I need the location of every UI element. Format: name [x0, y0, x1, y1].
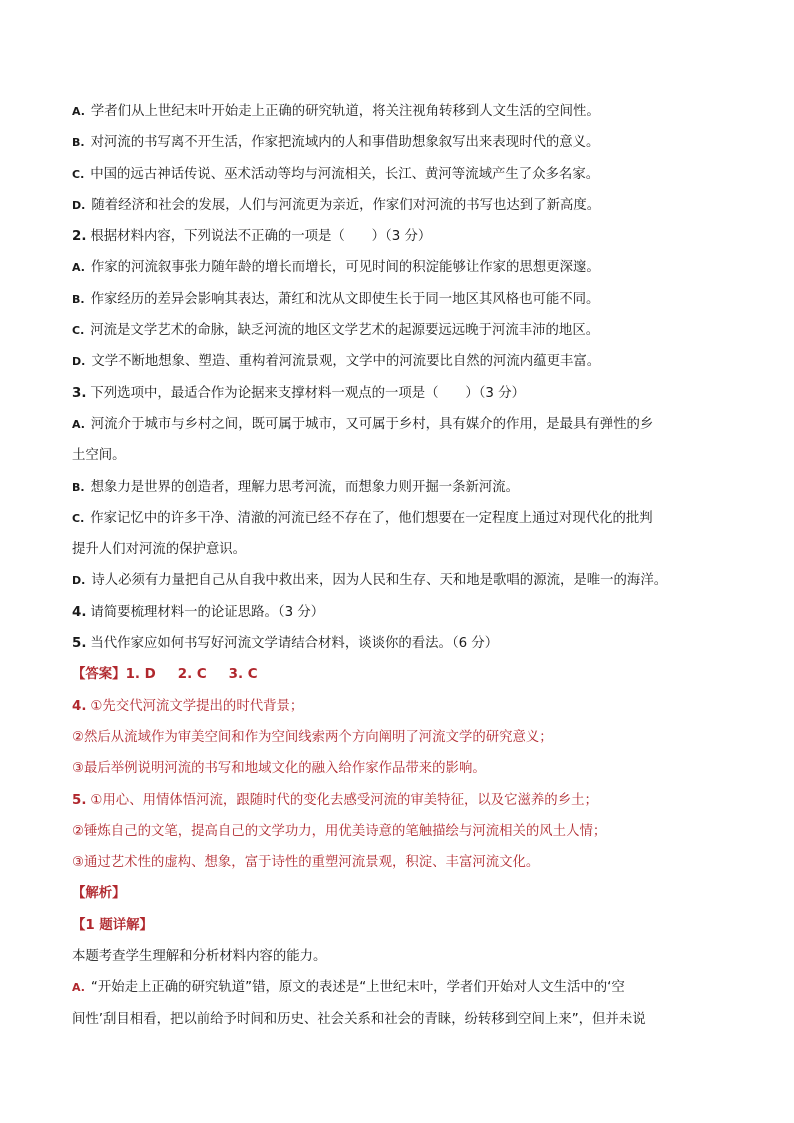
option-letter: B.	[72, 480, 85, 494]
analysis-text: 间性’刮目相看，把以前给予时间和历史、社会关系和社会的青睐，纷转移到空间上来”，但并未说	[72, 1011, 646, 1027]
option-text: 想象力是世界的创造者，理解力思考河流，而想象力则开掘一条新河流。	[90, 479, 520, 495]
q2-option-d	[72, 346, 682, 377]
q3-option-c	[72, 503, 682, 534]
answer-q5-line-1	[72, 785, 682, 816]
question-text: 当代作家应如何书写好河流文学请结合材料，谈谈你的看法。（6 分）	[90, 636, 499, 652]
answer-text: ③通过艺术性的虚构、想象，富于诗性的重塑河流景观，积淀、丰富河流文化。	[72, 855, 540, 871]
answer-text: ①用心、用情体悟河流，跟随时代的变化去感受河流的审美特征，以及它滋养的乡土；	[90, 792, 598, 808]
question-text: 请简要梳理材料一的论证思路。（3 分）	[90, 604, 325, 620]
option-letter: C.	[72, 324, 85, 338]
question-number: 3.	[72, 385, 87, 401]
analysis-label: 【解析】	[72, 886, 126, 902]
answer-item: 1. D	[125, 667, 156, 683]
option-text: 作家记忆中的许多干净、清澈的河流已经不存在了，他们想要在一定程度上通过对现代化的批判	[90, 510, 653, 526]
answer-q5-line-2	[72, 816, 682, 847]
answer-item: 2. C	[177, 667, 207, 683]
question-number: 5.	[72, 636, 87, 652]
q2-option-a	[72, 252, 682, 283]
option-text: 学者们从上世纪末叶开始走上正确的研究轨道，将关注视角转移到人文生活的空间性。	[90, 104, 600, 119]
answer-line	[72, 659, 682, 690]
q1-option-d	[72, 190, 682, 221]
answer-text: ②锤炼自己的文笔，提高自己的文学功力，用优美诗意的笔触描绘与河流相关的风土人情；	[72, 823, 607, 839]
answer-number: 5.	[72, 792, 87, 808]
q3-option-a-cont	[72, 440, 682, 471]
analysis-intro: 本题考查学生理解和分析材料内容的能力。	[72, 949, 327, 965]
option-letter: B.	[72, 136, 85, 150]
answer-q4-line-2	[72, 722, 682, 753]
analysis-a-line-2	[72, 1004, 682, 1035]
option-letter: C.	[72, 511, 85, 525]
option-text: 诗人必须有力量把自己从自我中救出来，因为人民和生存、天和地是歌唱的源流，是唯一的海洋。	[91, 573, 668, 589]
answer-q5-line-3	[72, 847, 682, 878]
option-text: 作家的河流叙事张力随年龄的增长而增长，可见时间的积淀能够让作家的思想更深邃。	[90, 260, 600, 276]
q2-stem	[72, 221, 682, 252]
option-letter: D.	[72, 198, 86, 212]
q3-option-c-cont	[72, 534, 682, 565]
q3-stem	[72, 378, 682, 409]
option-text: 作家经历的差异会影响其表达，萧红和沈从文即使生长于同一地区其风格也可能不同。	[90, 291, 600, 307]
answer-number: 4.	[72, 698, 87, 714]
q2-option-c	[72, 315, 682, 346]
analysis-a-line-1	[72, 972, 682, 1003]
analysis-detail-label: 【1 题详解】	[72, 917, 153, 933]
answer-text: ②然后从流域作为审美空间和作为空间线索两个方向阐明了河流文学的研究意义；	[72, 729, 553, 745]
option-letter: A.	[72, 261, 85, 275]
q2-option-b	[72, 284, 682, 315]
q4-stem	[72, 597, 682, 628]
question-text: 根据材料内容，下列说法不正确的一项是（ ）（3 分）	[90, 229, 432, 245]
option-text: 河流介于城市与乡村之间，既可属于城市，又可属于乡村，具有媒介的作用，是最具有弹性的乡	[90, 416, 654, 432]
answer-text: ③最后举例说明河流的书写和地域文化的融入给作家作品带来的影响。	[72, 761, 486, 777]
answer-label: 【答案】	[72, 667, 126, 683]
option-text: 中国的远古神话传说、巫术活动等均与河流相关，长江、黄河等流域产生了众多名家。	[90, 166, 600, 182]
option-letter: D.	[72, 355, 86, 369]
q3-option-d	[72, 565, 682, 596]
q1-option-a	[72, 96, 682, 127]
answer-q4-line-1	[72, 691, 682, 722]
option-letter: D.	[72, 574, 86, 588]
option-letter: A.	[72, 417, 85, 431]
q1-option-c	[72, 159, 682, 190]
option-letter: A.	[72, 981, 85, 995]
answer-text: ①先交代河流文学提出的时代背景；	[90, 698, 304, 714]
answer-item: 3. C	[228, 667, 258, 683]
option-text: 河流是文学艺术的命脉，缺乏河流的地区文学艺术的起源要远远晚于河流丰沛的地区。	[90, 323, 600, 339]
option-text: 土空间。	[72, 448, 126, 464]
question-number: 2.	[72, 229, 87, 245]
option-letter: B.	[72, 292, 85, 306]
analysis-text: “开始走上正确的研究轨道”错，原文的表述是“上世纪末叶，学者们开始对人文生活中的‘空	[90, 980, 625, 996]
option-text: 随着经济和社会的发展，人们与河流更为亲近，作家们对河流的书写也达到了新高度。	[91, 197, 601, 213]
question-number: 4.	[72, 604, 87, 620]
option-text: 文学不断地想象、塑造、重构着河流景观，文学中的河流要比自然的河流内蕴更丰富。	[91, 354, 601, 370]
option-letter: C.	[72, 167, 85, 181]
option-text: 提升人们对河流的保护意识。	[72, 542, 247, 558]
q3-option-a	[72, 409, 682, 440]
answer-q4-line-3	[72, 753, 682, 784]
q3-option-b	[72, 472, 682, 503]
question-text: 下列选项中，最适合作为论据来支撑材料一观点的一项是（ ）（3 分）	[90, 385, 525, 401]
q5-stem	[72, 628, 682, 659]
document-page	[72, 96, 682, 1035]
q1-option-b	[72, 127, 682, 158]
option-text: 对河流的书写离不开生活，作家把流域内的人和事借助想象叙写出来表现时代的意义。	[90, 135, 600, 151]
option-letter: A.	[72, 105, 85, 118]
